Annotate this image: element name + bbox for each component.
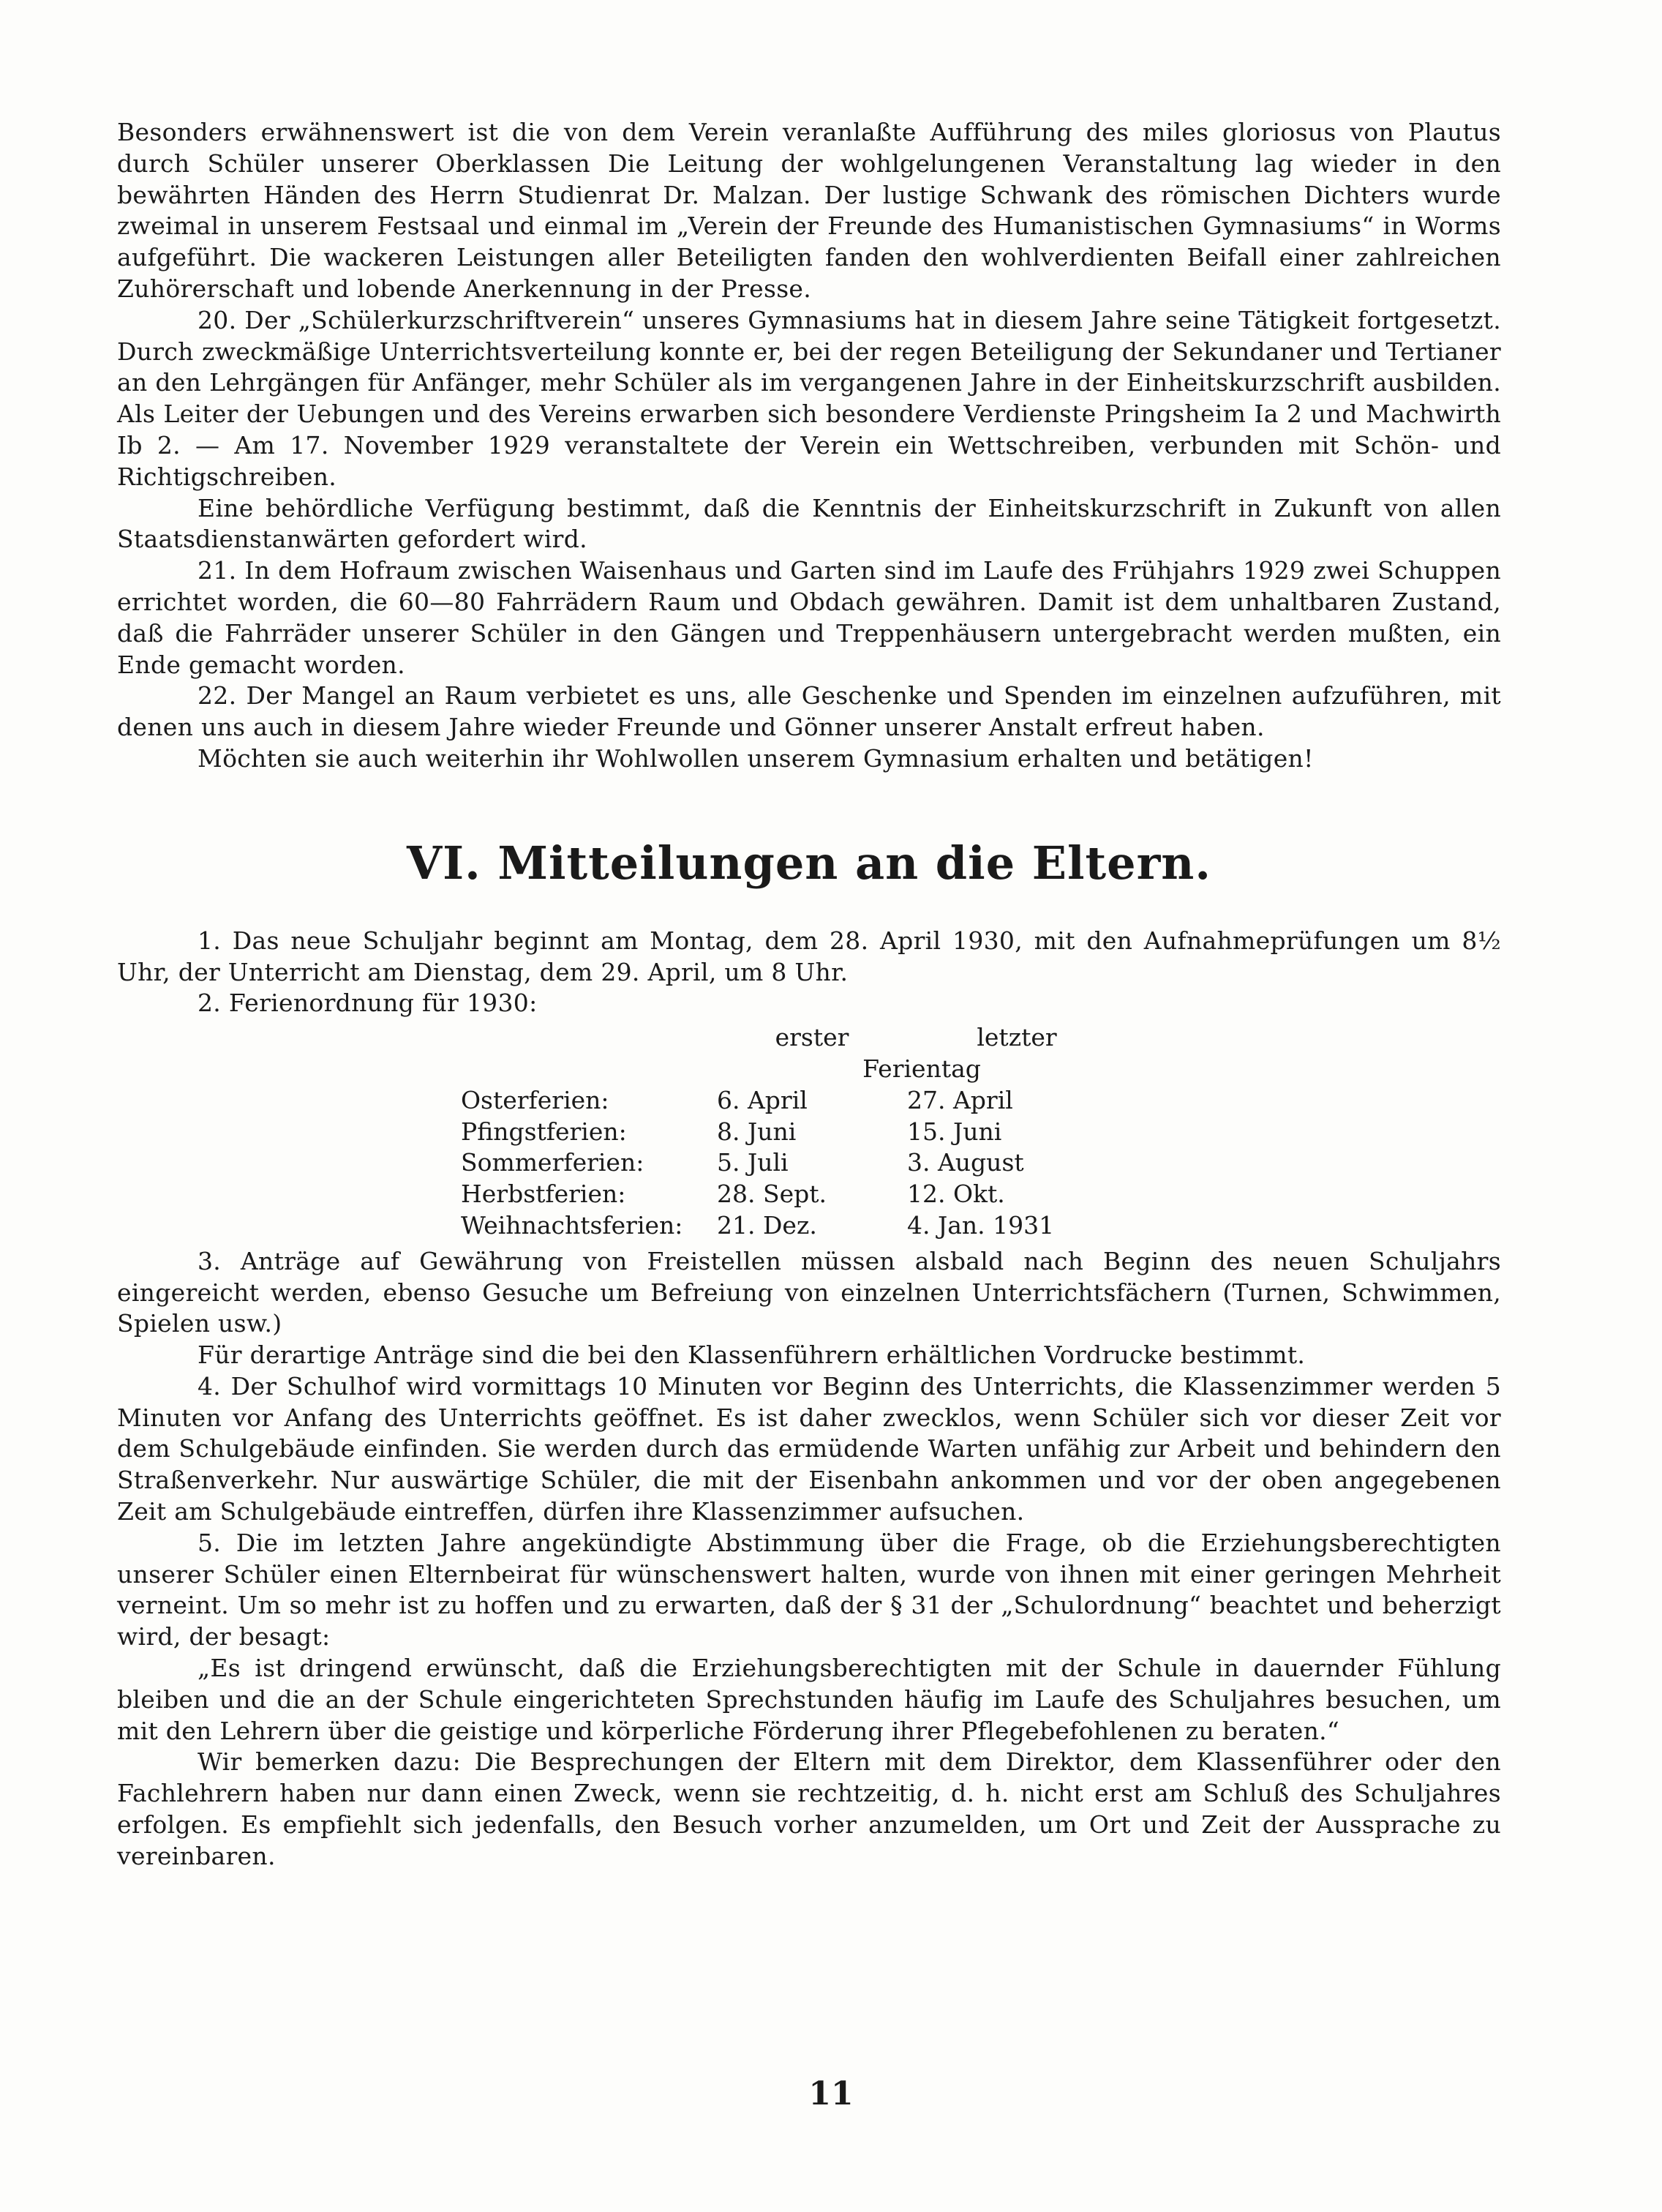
paragraph-item-20: 20. Der „Schülerkurzschriftverein“ unseres Gymnasiums hat in diesem Jahre seine Tätigkeit fortgesetzt. Durch zweckmäßige Unterrichtsverteilung konnte er, bei der regen Beteiligung der Sekundaner und Tertianer an den Lehrgängen für Anfänger, mehr Schüler als im vergangenen Jahre in der Einheitskurzschrift ausbilden. Als Leiter der Uebungen und des Vereins erwarben sich besondere Verdienste Pringsheim Ia 2 und Machwirth Ib 2. — Am 17. November 1929 veranstaltete der Verein ein Wettschreiben, verbunden mit Schön- und Richtigschreiben. [117,305,1501,491]
ferien-name: Sommerferien: [461,1148,644,1177]
paragraph-vordrucke: Für derartige Anträge sind die bei den Klassenführern erhältlichen Vordrucke bestimmt. [198,1341,1306,1370]
ferien-col-sub: Ferientag [862,1054,981,1083]
paragraph-item-22: 22. Der Mangel an Raum verbietet es uns, alle Geschenke und Spenden im einzelnen aufzuführen, mit denen uns auch in diesem Jahre wieder Freunde und Gönner unserer Anstalt erfreut haben. [117,681,1501,742]
paragraph-closing-wish: Möchten sie auch weiterhin ihr Wohlwollen unserem Gymnasium erhalten und betätigen! [198,743,1314,773]
ferien-col-last: letzter [977,1023,1057,1052]
ferien-table [461,1022,1127,1242]
table-row [461,1147,1127,1179]
ferien-name: Weihnachtsferien: [461,1210,683,1240]
paragraph-item-3: 3. Anträge auf Gewährung von Freistellen müssen alsbald nach Beginn des neuen Schuljahrs eingereicht werden, ebenso Gesuche um Befreiung von einzelnen Unterrichtsfächern (Turnen, Schwimmen, Spielen usw.) [117,1246,1501,1338]
ferien-first: 8. Juni [717,1117,797,1146]
ferien-first: 6. April [717,1085,808,1114]
page-number: 11 [808,2075,854,2112]
paragraph-item-4: 4. Der Schulhof wird vormittags 10 Minuten vor Beginn des Unterrichts, die Klassenzimmer werden 5 Minuten vor Anfang des Unterrichts geöffnet. Es ist daher zwecklos, wenn Schüler sich vor dieser Zeit vor dem Schulgebäude einfinden. Sie werden durch das ermüdende Warten unfähig zur Arbeit und behindern den Straßenverkehr. Nur auswärtige Schüler, die mit der Eisenbahn ankommen und vor der oben angegebenen Zeit am Schulgebäude eintreffen, dürfen ihre Klassenzimmer aufsuchen. [117,1371,1501,1526]
ferien-first: 28. Sept. [717,1180,827,1209]
paragraph-bemerkung: Wir bemerken dazu: Die Besprechungen der Eltern mit dem Direktor, dem Klassenführer oder den Fachlehrern haben nur dann einen Zweck, wenn sie rechtzeitig, d. h. nicht erst am Schluß des Schuljahres erfolgen. Es empfiehlt sich jedenfalls, den Besuch vorher anzumelden, um Ort und Zeit der Aussprache zu vereinbaren. [117,1747,1501,1870]
paragraph-item-21: 21. In dem Hofraum zwischen Waisenhaus und Garten sind im Laufe des Frühjahrs 1929 zwei Schuppen errichtet worden, die 60—80 Fahrrädern Raum und Obdach gewähren. Damit ist dem unhaltbaren Zustand, daß die Fahrräder unserer Schüler in den Gängen und Treppenhäusern untergebracht werden mußten, ein Ende gemacht worden. [117,556,1501,679]
ferien-table-header [461,1022,1127,1054]
paragraph-item-5: 5. Die im letzten Jahre angekündigte Abstimmung über die Frage, ob die Erziehungsberechtigten unserer Schüler einen Elternbeirat für wünschenswert halten, wurde von ihnen mit einer geringen Mehrheit verneint. Um so mehr ist zu hoffen und zu erwarten, daß der § 31 der „Schulordnung“ beachtet und beherzigt wird, der besagt: [117,1528,1501,1651]
ferien-table-subheader [461,1054,1127,1085]
ferien-last: 12. Okt. [907,1180,1005,1209]
table-row [461,1179,1127,1210]
ferien-col-first: erster [775,1023,849,1052]
ferien-name: Osterferien: [461,1085,609,1114]
section-title: VI. Mitteilungen an die Eltern. [407,836,1211,890]
paragraph-quote-schulordnung: „Es ist dringend erwünscht, daß die Erziehungsberechtigten mit der Schule in dauernder Fühlung bleiben und die an der Schule eingerichteten Sprechstunden häufig im Laufe des Schuljahres besuchen, um mit den Lehrern über die geistige und körperliche Förderung ihrer Pflegebefohlenen zu beraten.“ [117,1654,1501,1745]
table-row [461,1085,1127,1117]
ferien-last: 4. Jan. 1931 [907,1210,1055,1240]
ferien-first: 5. Juli [717,1148,789,1177]
ferien-first: 21. Dez. [717,1210,817,1240]
ferien-heading: 2. Ferienordnung für 1930: [198,989,538,1018]
ferien-last: 27. April [907,1085,1013,1114]
paragraph-verfuegung: Eine behördliche Verfügung bestimmt, daß die Kenntnis der Einheitskurzschrift in Zukunft von allen Staatsdienstanwärten gefordert wird. [117,493,1501,554]
table-row [461,1117,1127,1148]
ferien-last: 15. Juni [907,1117,1002,1146]
ferien-name: Herbstferien: [461,1180,626,1209]
table-row [461,1210,1127,1242]
paragraph-auffuehrung: Besonders erwähnenswert ist die von dem Verein veranlaßte Aufführung des miles gloriosus von Plautus durch Schüler unserer Oberklassen Die Leitung der wohlgelungenen Veranstaltung lag wieder in den bewährten Händen des Herrn Studienrat Dr. Malzan. Der lustige Schwank des römischen Dichters wurde zweimal in unserem Festsaal und einmal im „Verein der Freunde des Humanistischen Gymnasiums“ in Worms aufgeführt. Die wackeren Leistungen aller Beteiligten fanden den wohlverdienten Beifall einer zahlreichen Zuhörerschaft und lobende Anerkennung in der Presse. [117,118,1501,303]
paragraph-item-1: 1. Das neue Schuljahr beginnt am Montag, dem 28. April 1930, mit den Aufnahmeprüfungen um 8½ Uhr, der Unterricht am Dienstag, dem 29. April, um 8 Uhr. [117,926,1501,986]
ferien-name: Pfingstferien: [461,1117,627,1146]
ferien-last: 3. August [907,1148,1024,1177]
